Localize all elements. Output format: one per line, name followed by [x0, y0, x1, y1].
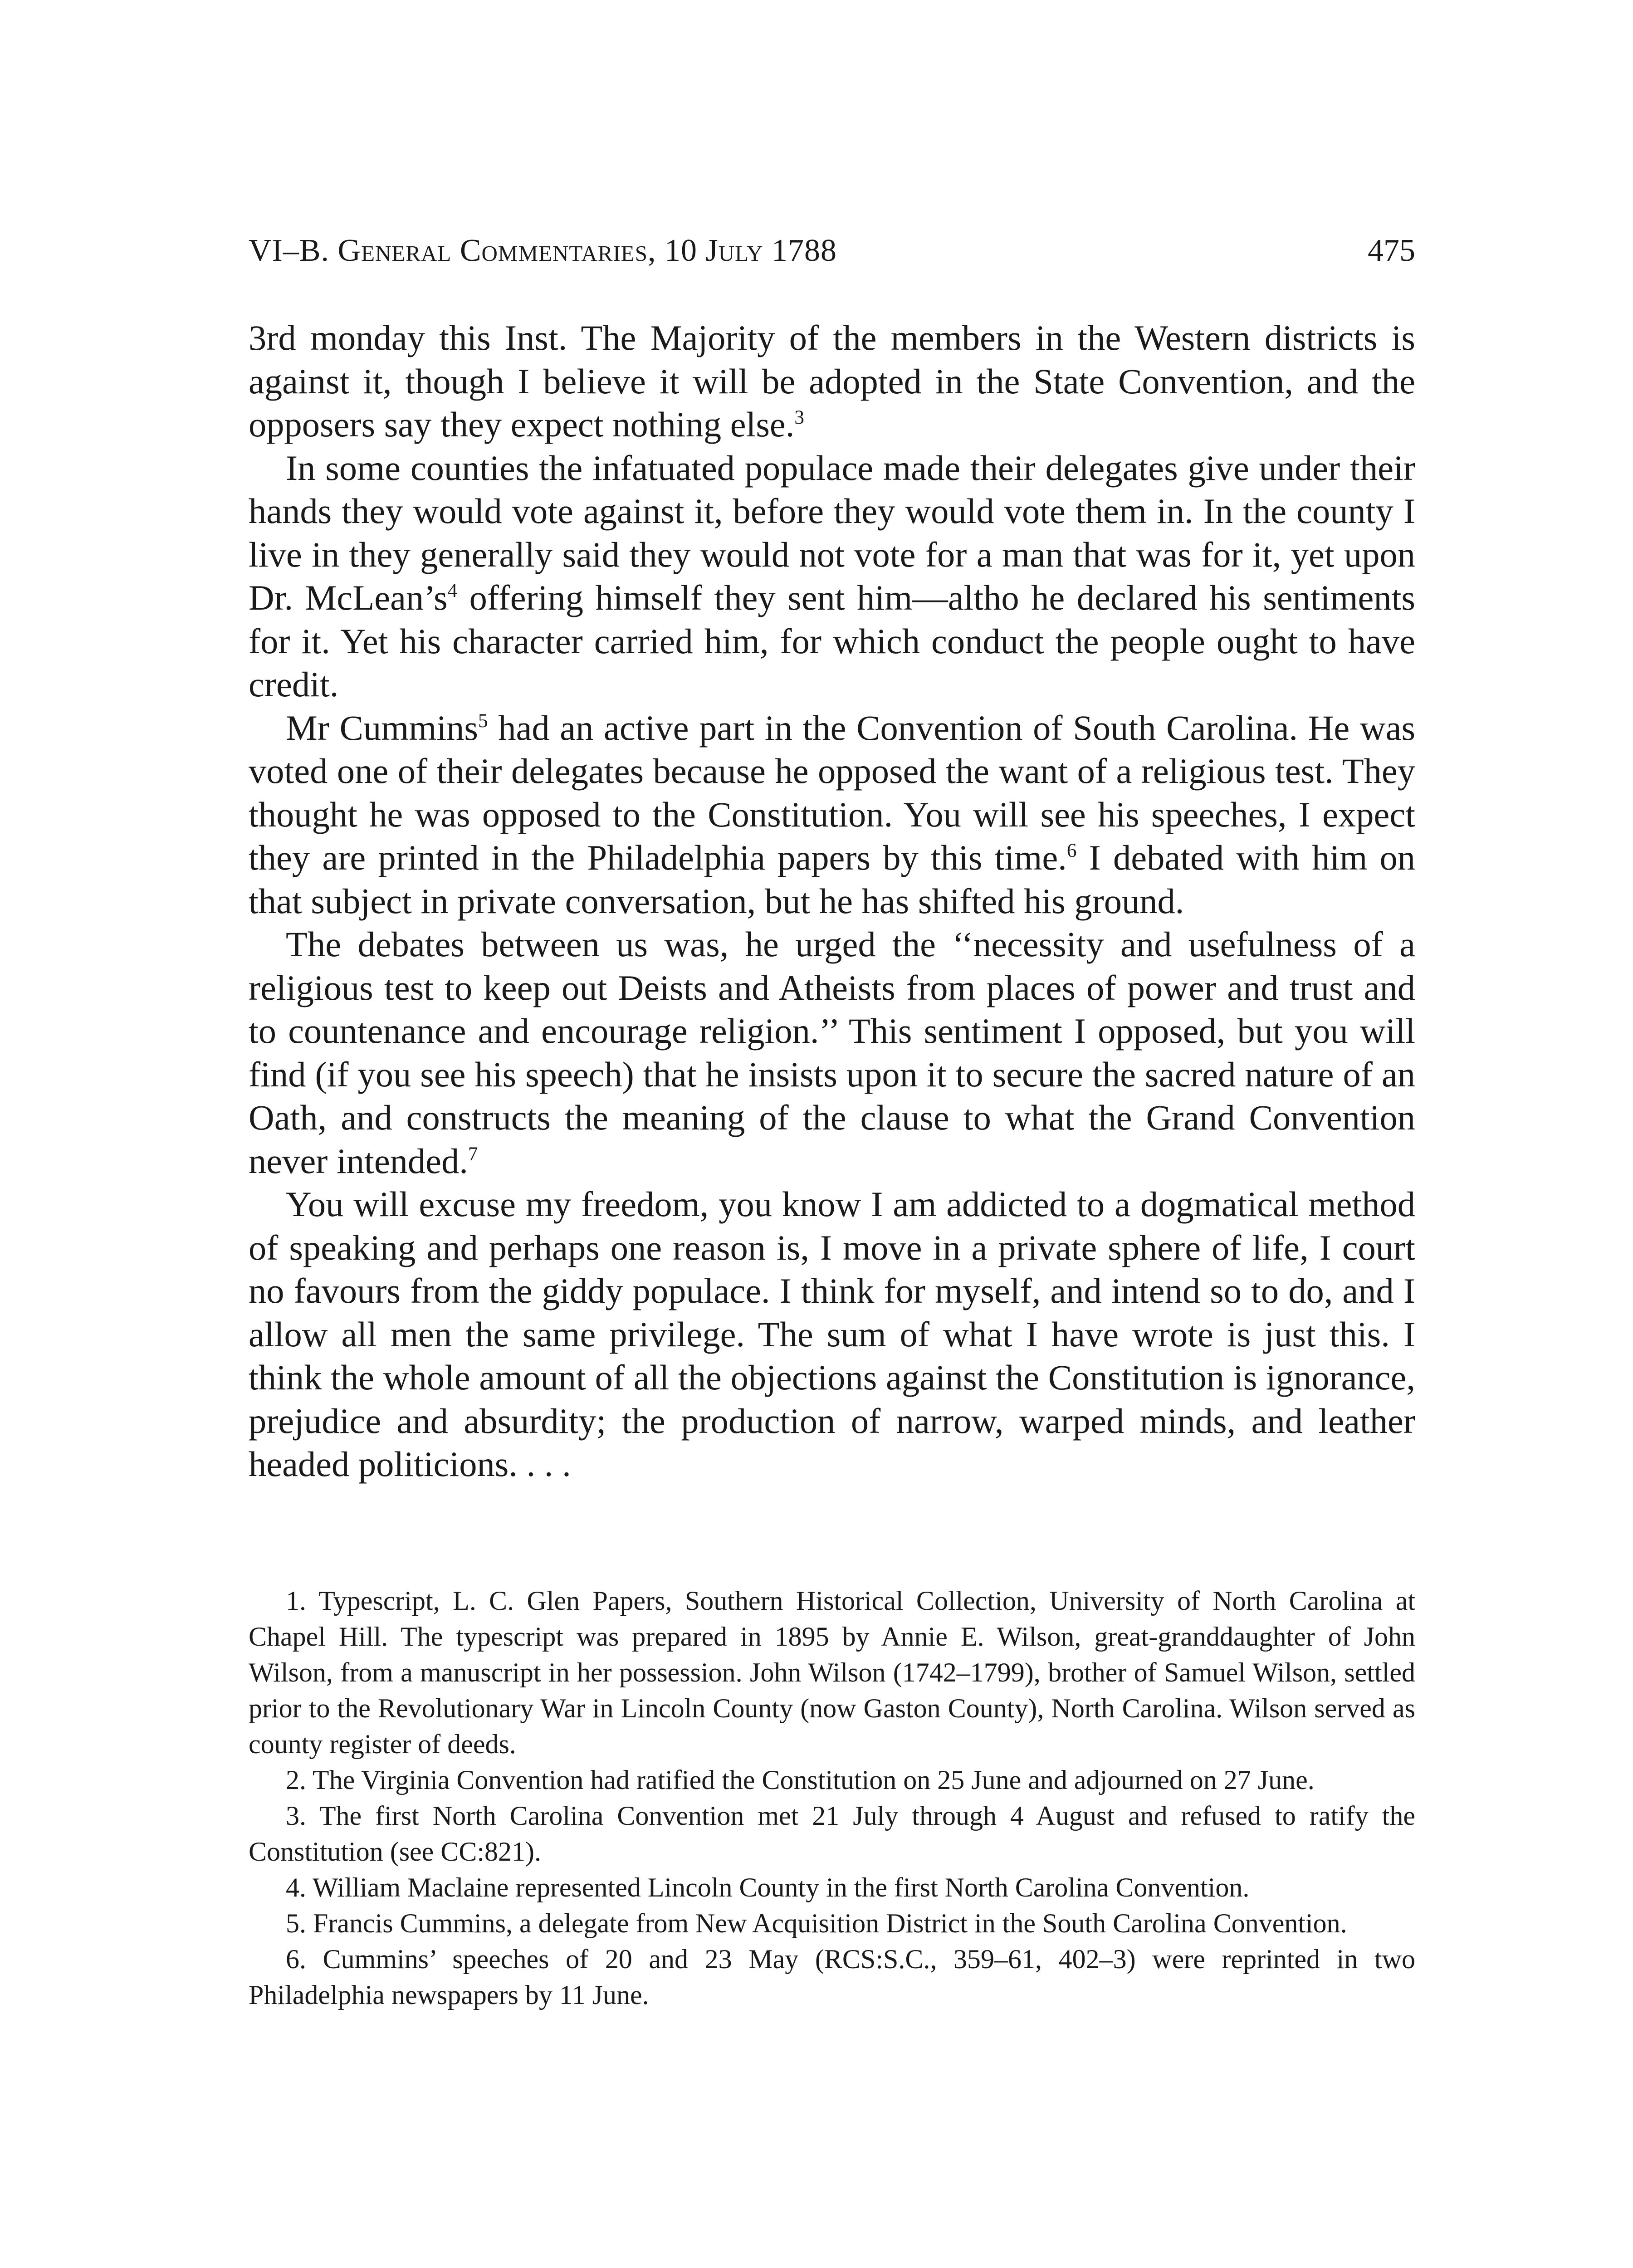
footnote-ref-7: 7: [468, 1143, 478, 1165]
footnote-5: 5. Francis Cummins, a delegate from New Acquisition District in the South Carolina Convention.: [286, 1908, 1347, 1938]
paragraph-1: 3rd monday this Inst. The Majority of the members in the Western districts is against it, though I believe it will be adopted in the State Convention, and the opposers say they expect nothing else.$^3$: [249, 318, 1415, 444]
footnote-ref-5: 5: [478, 710, 488, 732]
footnote-ref-4: 4: [447, 580, 458, 601]
page-number: 475: [1368, 233, 1415, 268]
footnote-ref-3: 3: [794, 406, 804, 428]
running-head-title: VI–B. General Commentaries, 10 July 1788: [249, 233, 837, 268]
paragraph-3: Mr Cummins$^5$ had an active part in the Convention of South Carolina. He was voted one of their delegates because he opposed the want of a religious test. They thought he was opposed to the Constitution. You will see his speeches, I expect they are printed in the Philadelphia papers by this time.$^6$ I debated with him on that subject in private conversation, but he has shifted his ground.: [249, 708, 1416, 921]
footnote-2: 2. The Virginia Convention had ratified the Constitution on 25 June and adjourned on 27 June.: [286, 1765, 1315, 1795]
paragraph-5: You will excuse my freedom, you know I am addicted to a dogmatical method of speaking and perhaps one reason is, I move in a private sphere of life, I court no favours from the giddy populace. I think for myself, and intend so to do, and I allow all men the same privilege. The sum of what I have wrote is just this. I think the whole amount of all the objections against the Constitution is ignorance, prejudice and absurdity; the production of narrow, warped minds, and leather headed politicions. . . .: [249, 1184, 1415, 1484]
running-head: [249, 226, 1415, 276]
paragraph-2: In some counties the infatuated populace made their delegates give under their hands they would vote against it, before they would vote them in. In the county I live in they generally said they would not vote for a man that was for it, yet upon Dr. McLean’s$^4$ offering himself they sent him—altho he declared his sentiments for it. Yet his character carried him, for which conduct the people ought to have credit.: [249, 448, 1415, 704]
footnotes: [249, 1583, 1415, 2013]
letter-body: [249, 316, 1415, 1486]
footnote-6: 6. Cummins’ speeches of 20 and 23 May (RCS:S.C., 359–61, 402–3) were reprinted in two Philadelphia newspapers by 11 June.: [249, 1944, 1415, 2010]
footnote-3: 3. The first North Carolina Convention met 21 July through 4 August and refused to ratify the Constitution (see CC:821).: [249, 1801, 1415, 1867]
paragraph-4: The debates between us was, he urged the ‘‘necessity and usefulness of a religious test to keep out Deists and Atheists from places of power and trust and to countenance and encourage religion.’’ This sentiment I opposed, but you will find (if you see his speech) that he insists upon it to secure the sacred nature of an Oath, and constructs the meaning of the clause to what the Grand Convention never intended.$^7$: [249, 924, 1415, 1181]
footnote-4: 4. William Maclaine represented Lincoln County in the first North Carolina Convention.: [286, 1872, 1250, 1902]
footnote-1: 1. Typescript, L. C. Glen Papers, Southern Historical Collection, University of North Carolina at Chapel Hill. The typescript was prepared in 1895 by Annie E. Wilson, great-granddaughter of John Wilson, from a manuscript in her possession. John Wilson (1742–1799), brother of Samuel Wilson, settled prior to the Revolutionary War in Lincoln County (now Gaston County), North Carolina. Wilson served as county register of deeds.: [249, 1586, 1415, 1759]
footnote-ref-6: 6: [1066, 840, 1077, 861]
